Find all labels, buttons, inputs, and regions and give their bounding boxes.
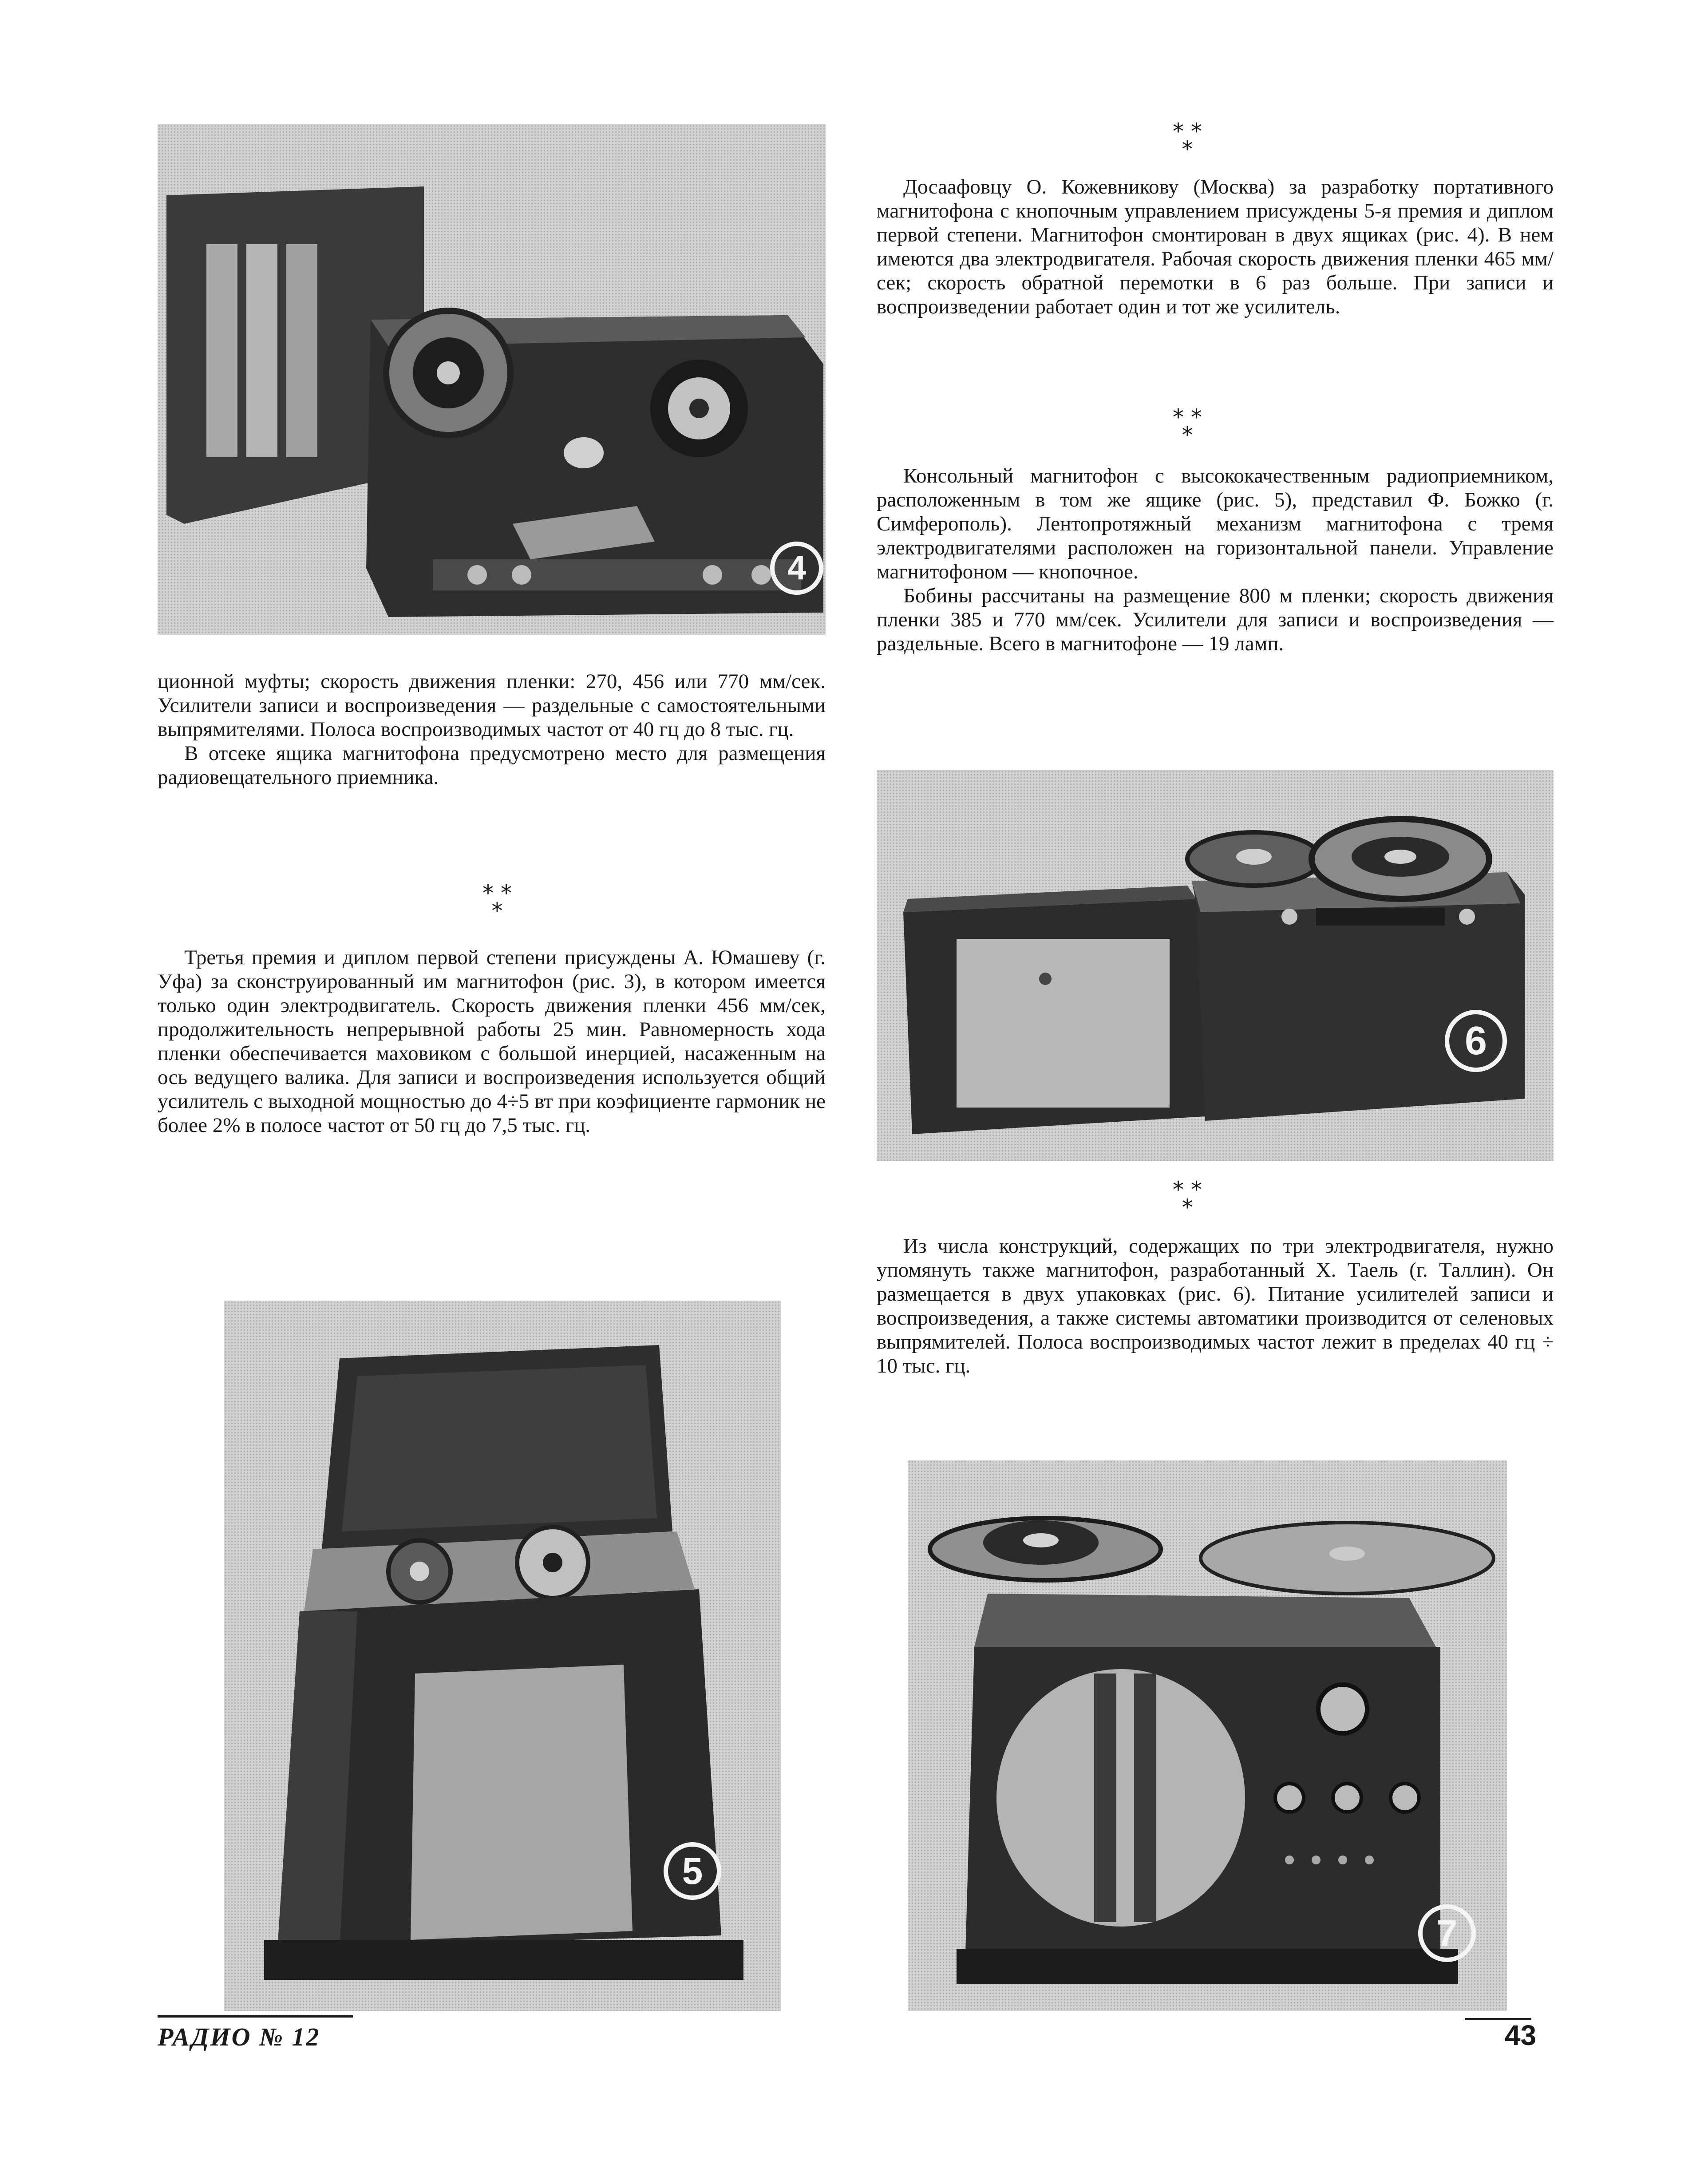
figure-7-photo bbox=[908, 1460, 1507, 2011]
left-text-block-1 bbox=[158, 669, 826, 789]
right-paragraph-4: Из числа конструкций, содержащих по три электродвигателя, нужно упомянуть также магнитофон, разработанный Х. Таель (г. Таллин). Он размещается в двух упаковках (рис. 6). Питание усилителей записи и воспроизведения, а также системы автоматики производится от селеновых выпрямителей. Полоса воспроизводимых частот лежит в пределах 40 гц ÷ 10 тыс. гц. bbox=[877, 1234, 1554, 1377]
figure-6-number: 6 bbox=[1445, 1010, 1507, 1072]
right-paragraph-2: Консольный магнитофон с высококачественным радиоприемником, расположенным в том же ящике (рис. 5), представил Ф. Божко (г. Симферополь). Лентопротяжный механизм магнитофона с тремя электродвигателями расположен на горизонтальной панели. Управление магнитофоном — кнопочное. bbox=[877, 464, 1554, 583]
separator-stars-right-2: * * * bbox=[1173, 404, 1202, 448]
separator-stars-right-1: * * * bbox=[1173, 119, 1202, 162]
right-text-block-1 bbox=[877, 175, 1554, 319]
left-paragraph-2: В отсеке ящика магнитофона предусмотрено место для размещения радиовещательного приемника. bbox=[158, 742, 826, 789]
right-text-block-3 bbox=[877, 1234, 1554, 1378]
footer-rule-left bbox=[158, 2015, 353, 2018]
figure-4-number: 4 bbox=[770, 542, 823, 595]
right-text-block-2 bbox=[877, 464, 1554, 656]
left-paragraph-3: Третья премия и диплом первой степени присуждены А. Юмашеву (г. Уфа) за сконструированный им магнитофон (рис. 3), в котором имеется только один электродвигатель. Скорость движения пленки 456 мм/сек, продолжительность непрерывной работы 25 мин. Равномерность хода пленки обеспечивается маховиком с большой инерцией, насаженным на ось ведущего валика. Для записи и воспроизведения используется общий усилитель с выходной мощностью до 4÷5 вт при коэфициенте гармоник не более 2% в полосе частот от 50 гц до 7,5 тыс. гц. bbox=[158, 946, 826, 1137]
figure-6-drawing bbox=[877, 770, 1554, 1161]
figure-5-number: 5 bbox=[664, 1842, 721, 1900]
figure-4-drawing bbox=[158, 124, 826, 635]
separator-stars-right-3: * * * bbox=[1173, 1177, 1202, 1220]
figure-4-photo bbox=[158, 124, 826, 635]
figure-7-drawing bbox=[908, 1460, 1507, 2011]
figure-6-photo bbox=[877, 770, 1554, 1161]
right-paragraph-1: Досаафовцу О. Кожевникову (Москва) за разработку портативного магнитофона с кнопочным управлением присуждены 5-я премия и диплом первой степени. Магнитофон смонтирован в двух ящиках (рис. 4). В нем имеются два электродвигателя. Рабочая скорость движения пленки 465 мм/сек; скорость обратной перемотки в 6 раз больше. При записи и воспроизведении работает один и тот же усилитель. bbox=[877, 175, 1554, 318]
separator-stars-left: * * * bbox=[482, 880, 512, 924]
left-paragraph-1: ционной муфты; скорость движения пленки: 270, 456 или 770 мм/сек. Усилители записи и воспроизведения — раздельные с самостоятельными выпрямителями. Полоса воспроизводимых частот от 40 гц до 8 тыс. гц. bbox=[158, 670, 826, 741]
figure-5-drawing bbox=[224, 1301, 781, 2011]
page-number: 43 bbox=[1505, 2019, 1537, 2051]
figure-5-photo bbox=[224, 1301, 781, 2011]
figure-7-number: 7 bbox=[1418, 1904, 1476, 1962]
right-paragraph-3: Бобины рассчитаны на размещение 800 м пленки; скорость движения пленки 385 и 770 мм/сек. Усилители для записи и воспроизведения — раздельные. Всего в магнитофоне — 19 ламп. bbox=[877, 584, 1554, 655]
journal-title: РАДИО № 12 bbox=[158, 2022, 320, 2051]
left-text-block-2 bbox=[158, 946, 826, 1137]
